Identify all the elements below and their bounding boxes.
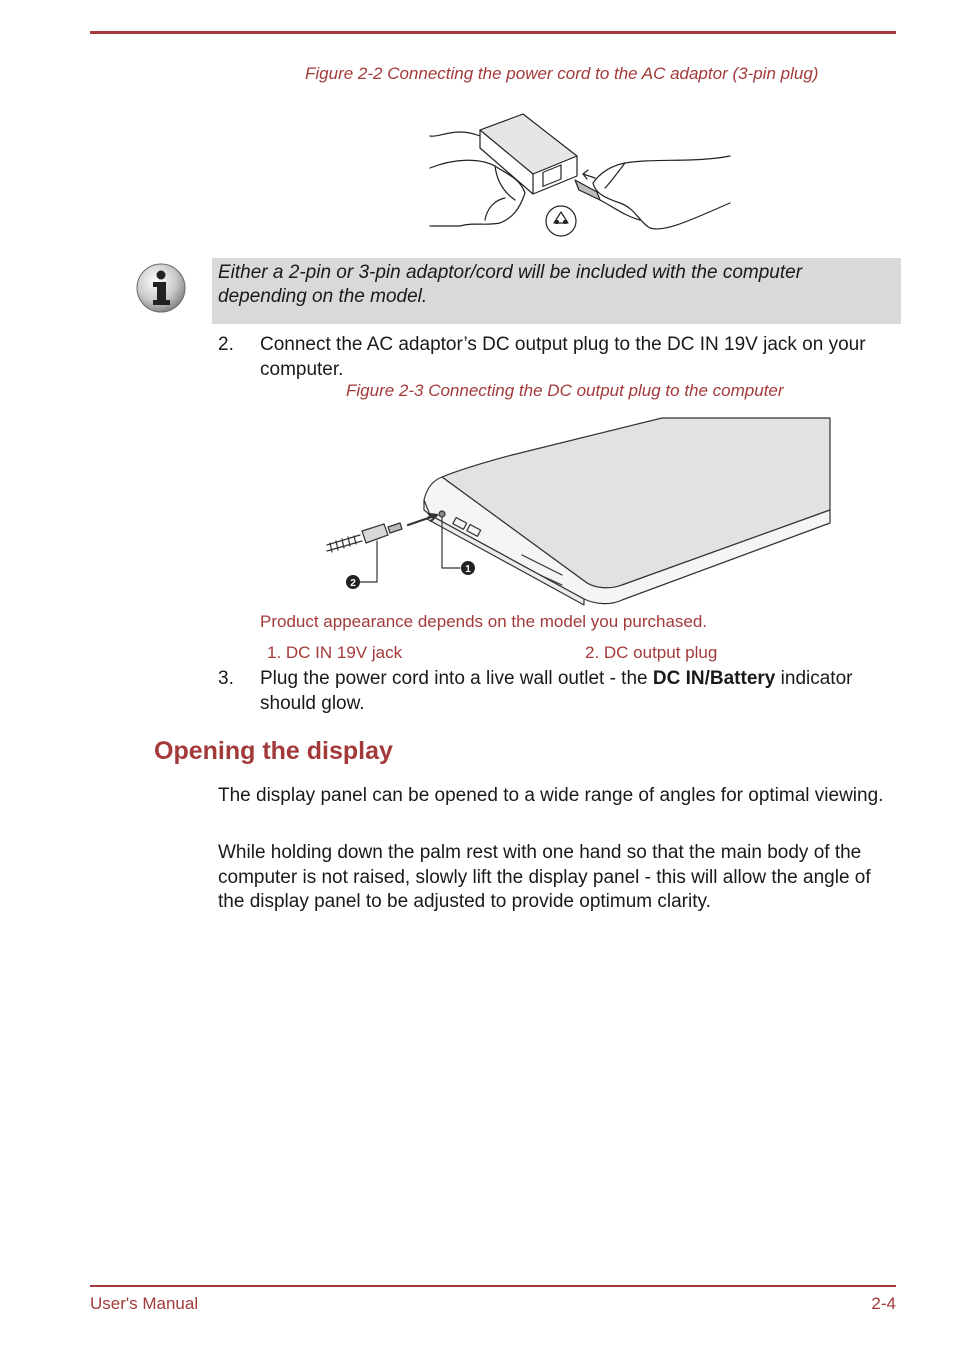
step-3-number: 3. [218,668,234,689]
legend-item-1: 1. DC IN 19V jack [267,643,403,662]
laptop-dc-illustration [322,415,834,610]
note-text: Either a 2-pin or 3-pin adaptor/cord will be included with the computer depending on the model. [218,262,803,307]
step-3-text [260,667,900,716]
legend-item-2: 2. DC output plug [585,643,718,662]
figure-2-2-caption: Figure 2-2 Connecting the power cord to the AC adaptor (3-pin plug) [305,64,819,83]
info-icon [135,262,187,314]
figure-2-3-caption: Figure 2-3 Connecting the DC output plug to the computer [346,381,784,400]
callout-2: 2 [350,578,356,589]
step-3-text-before: Plug the power cord into a live wall outlet - the [260,668,653,689]
step-2-number: 2. [218,334,234,355]
section-heading: Opening the display [154,737,393,765]
appearance-note: Product appearance depends on the model you purchased. [260,612,708,631]
footer-rule [90,1285,896,1287]
paragraph-2: While holding down the palm rest with one hand so that the main body of the computer is not raised, slowly lift the display panel - this will allow the angle of the display panel to be adjusted to provide optimum clarity. [218,842,871,912]
footer-title: User's Manual [90,1294,199,1313]
step-2-text: Connect the AC adaptor’s DC output plug to the DC IN 19V jack on your computer. [260,334,866,380]
step-3-indicator-name: DC IN/Battery [652,668,776,689]
header-rule [90,31,896,34]
ac-adaptor-illustration [425,108,735,243]
paragraph-1: The display panel can be opened to a wide range of angles for optimal viewing. [218,785,884,806]
step-3-text-after: indicator should glow. [260,668,853,714]
callout-1: 1 [465,564,471,575]
note-box [212,258,901,324]
page-number: 2-4 [871,1294,896,1313]
